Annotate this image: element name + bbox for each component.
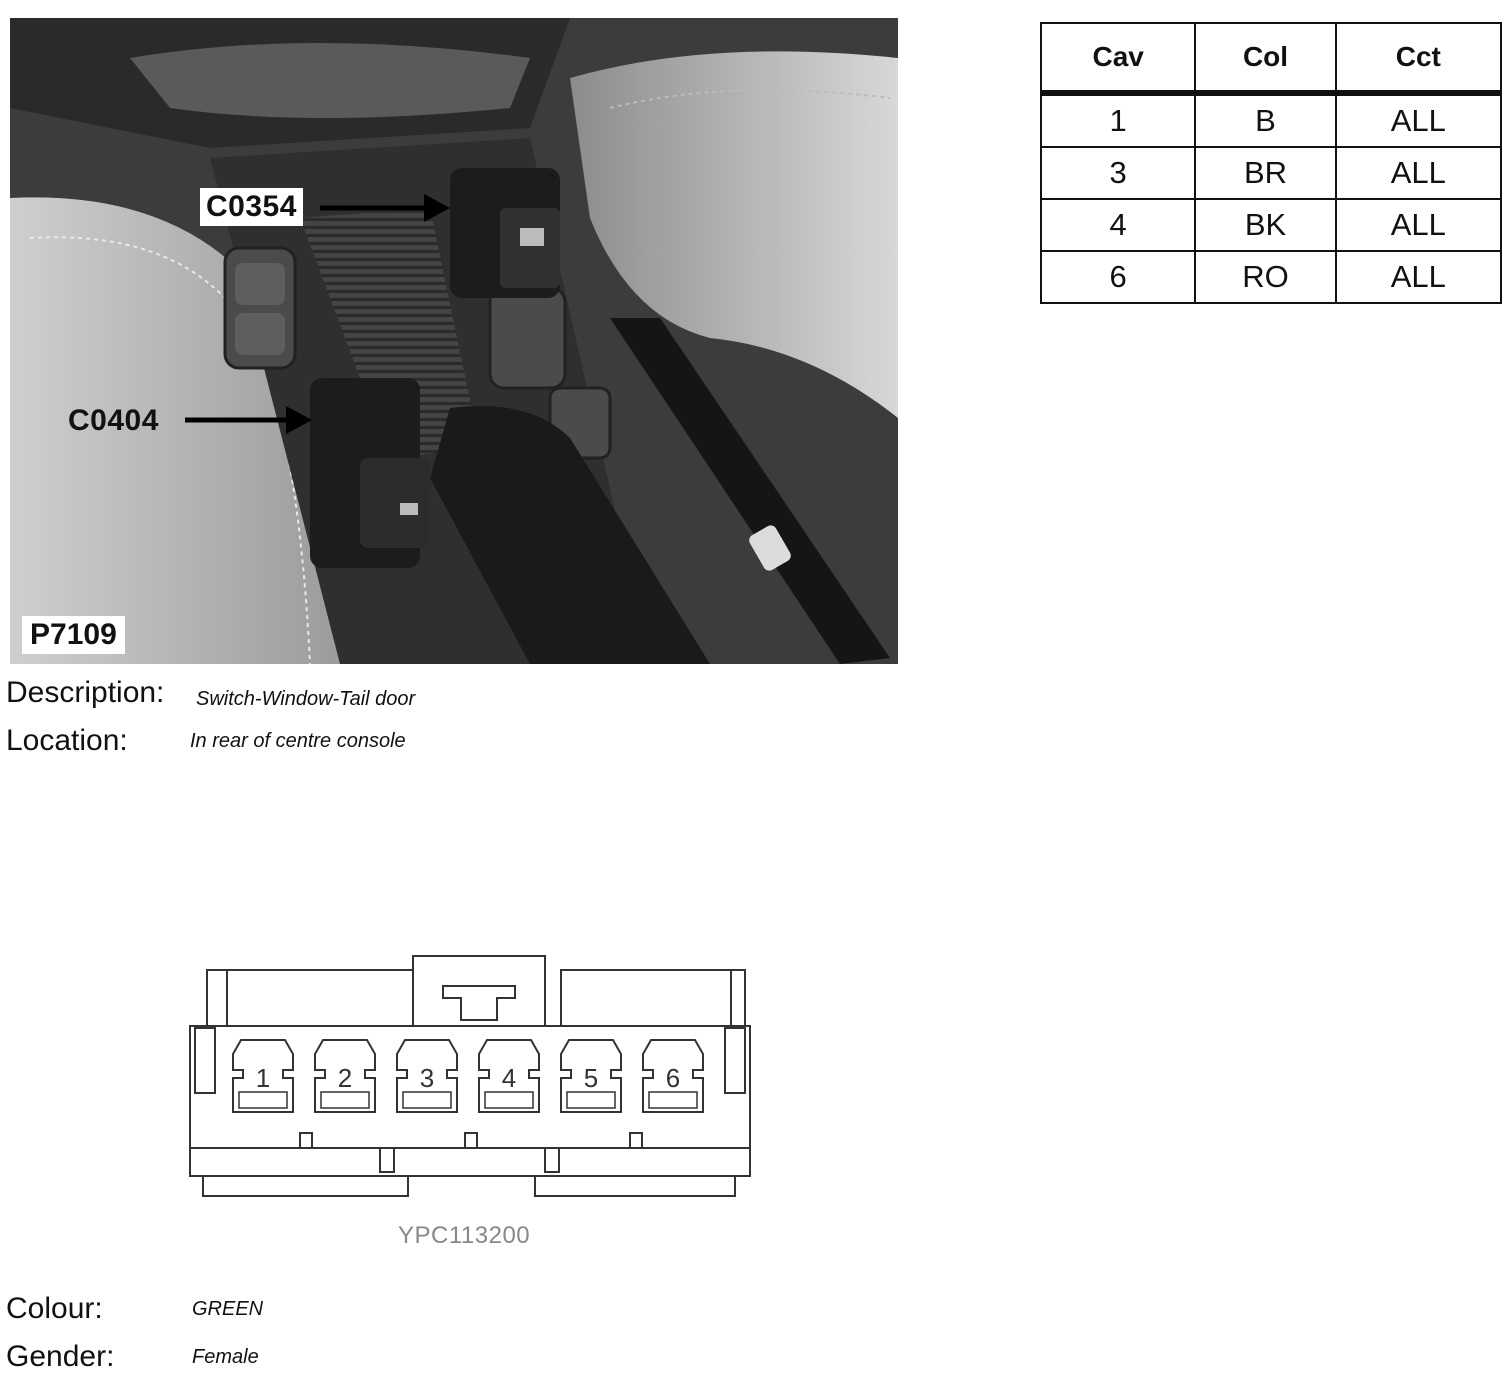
connector-cavity	[233, 1040, 293, 1112]
connector-diagram	[185, 948, 760, 1213]
table-row	[1041, 251, 1501, 303]
cell-cav: 1	[1041, 93, 1195, 147]
pin-table-header-row	[1041, 23, 1501, 93]
location-value: In rear of centre console	[190, 730, 406, 752]
callout-c0354: C0354	[200, 188, 303, 226]
cell-cct: ALL	[1336, 251, 1501, 303]
description-value: Switch-Window-Tail door	[196, 688, 416, 710]
location-label: Location:	[6, 724, 128, 757]
cell-cct: ALL	[1336, 199, 1501, 251]
cell-col: B	[1195, 93, 1335, 147]
connector-cavity	[561, 1040, 621, 1112]
cell-cct: ALL	[1336, 147, 1501, 199]
cavity-number: 3	[419, 1063, 435, 1093]
cell-col: BK	[1195, 199, 1335, 251]
table-row	[1041, 147, 1501, 199]
callout-c0404: C0404	[68, 404, 159, 437]
gender-label: Gender:	[6, 1340, 115, 1373]
cell-cav: 3	[1041, 147, 1195, 199]
connector-face-drawing	[185, 948, 760, 1208]
table-row	[1041, 199, 1501, 251]
connector-cavity	[643, 1040, 703, 1112]
table-row	[1041, 93, 1501, 147]
connector-part-number: YPC113200	[398, 1222, 531, 1249]
photo-id: P7109	[22, 616, 125, 654]
cell-col: BR	[1195, 147, 1335, 199]
header-cct: Cct	[1336, 23, 1501, 93]
cell-col: RO	[1195, 251, 1335, 303]
cavity-number: 4	[501, 1063, 517, 1093]
cell-cct: ALL	[1336, 93, 1501, 147]
colour-value: GREEN	[192, 1298, 264, 1320]
connector-cavity	[315, 1040, 375, 1112]
console-photo-illustration	[10, 18, 898, 664]
cavity-number: 6	[665, 1063, 681, 1093]
cavity-number: 2	[337, 1063, 353, 1093]
pin-table	[1040, 22, 1502, 304]
cell-cav: 6	[1041, 251, 1195, 303]
cavity-number: 1	[255, 1063, 271, 1093]
cell-cav: 4	[1041, 199, 1195, 251]
colour-label: Colour:	[6, 1292, 103, 1325]
header-cav: Cav	[1041, 23, 1195, 93]
connector-cavity	[479, 1040, 539, 1112]
description-label: Description:	[6, 676, 165, 709]
connector-cavity	[397, 1040, 457, 1112]
header-col: Col	[1195, 23, 1335, 93]
console-photo	[10, 18, 898, 664]
cavity-number: 5	[583, 1063, 599, 1093]
gender-value: Female	[192, 1346, 259, 1368]
